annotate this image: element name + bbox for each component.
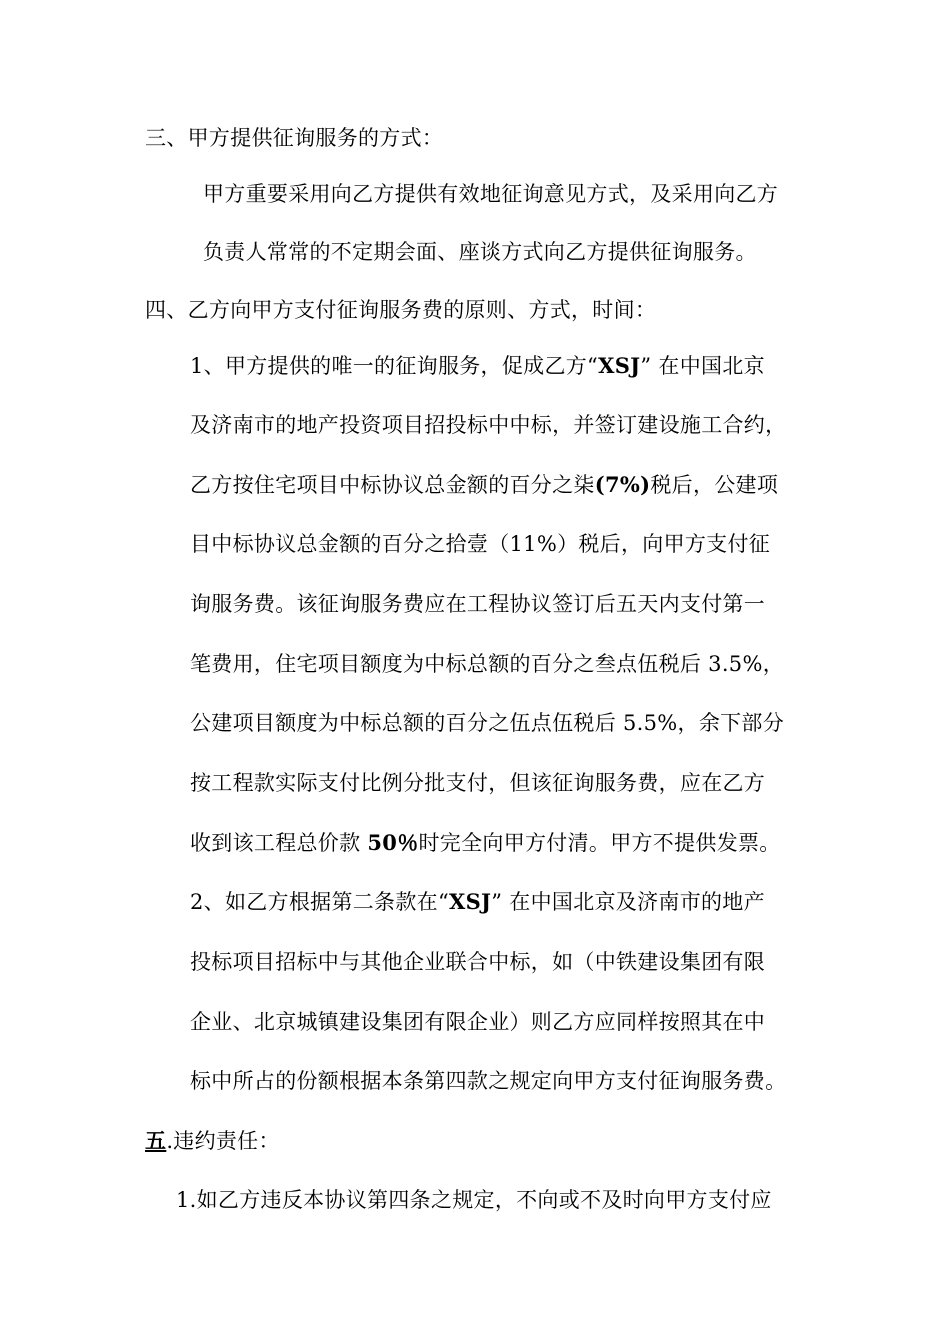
percentage-value: 50％: [367, 830, 419, 855]
section-4-item-2-line-4: 标中所占的份额根据本条第四款之规定向甲方支付征询服务费。: [190, 1069, 787, 1093]
section-5-item-1-line-1: 1.如乙方违反本协议第四条之规定，不向或不及时向甲方支付应: [176, 1188, 772, 1212]
section-4-item-1-line-5: 询服务费。该征询服务费应在工程协议签订后五天内支付第一: [190, 592, 766, 616]
text-segment: 1、甲方提供的唯一的征询服务，促成乙方“: [190, 354, 599, 378]
company-code: XSJ: [598, 353, 641, 378]
section-5-number: 五: [145, 1128, 167, 1153]
section-3-paragraph-line-1: 甲方重要采用向乙方提供有效地征询意见方式，及采用向乙方: [203, 182, 779, 206]
section-4-item-1-line-3: [190, 471, 778, 499]
section-4-item-1-line-2: 及济南市的地产投资项目招投标中中标，并签订建设施工合约，: [190, 413, 787, 437]
section-4-item-1-line-1: [190, 352, 765, 380]
section-5-heading: [145, 1127, 280, 1155]
company-code: XSJ: [449, 889, 492, 914]
section-4-item-1-line-7: 公建项目额度为中标总额的百分之伍点伍税后 5.5%，余下部分: [190, 711, 785, 735]
section-4-item-2-line-3: 企业、北京城镇建设集团有限企业）则乙方应同样按照其在中: [190, 1010, 766, 1034]
section-5-title: .违约责任：: [166, 1129, 280, 1153]
section-4-heading: 四、乙方向甲方支付征询服务费的原则、方式，时间：: [145, 298, 657, 322]
text-segment: 收到该工程总价款: [190, 831, 368, 855]
text-segment: 2、如乙方根据第二条款在“: [190, 890, 449, 914]
percentage-value: (7%): [594, 472, 651, 497]
text-segment: 时完全向甲方付清。甲方不提供发票。: [418, 831, 781, 855]
section-4-item-1-line-4: 目中标协议总金额的百分之拾壹（11%）税后，向甲方支付征: [190, 532, 771, 556]
section-4-item-2-line-2: 投标项目招标中与其他企业联合中标，如（中铁建设集团有限: [190, 950, 766, 974]
section-4-item-2-line-1: [190, 888, 765, 916]
section-4-item-1-line-8: 按工程款实际支付比例分批支付，但该征询服务费，应在乙方: [190, 771, 766, 795]
text-segment: ” 在中国北京: [640, 354, 765, 378]
text-segment: ” 在中国北京及济南市的地产: [491, 890, 765, 914]
text-segment: 乙方按住宅项目中标协议总金额的百分之柒: [190, 473, 595, 497]
section-3-paragraph-line-2: 负责人常常的不定期会面、座谈方式向乙方提供征询服务。: [203, 240, 757, 264]
text-segment: 税后，公建项: [650, 473, 779, 497]
section-4-item-1-line-6: 笔费用，住宅项目额度为中标总额的百分之叁点伍税后 3.5%，: [190, 652, 785, 676]
section-4-item-1-line-9: [190, 829, 781, 857]
section-3-heading: 三、甲方提供征询服务的方式：: [145, 126, 444, 150]
